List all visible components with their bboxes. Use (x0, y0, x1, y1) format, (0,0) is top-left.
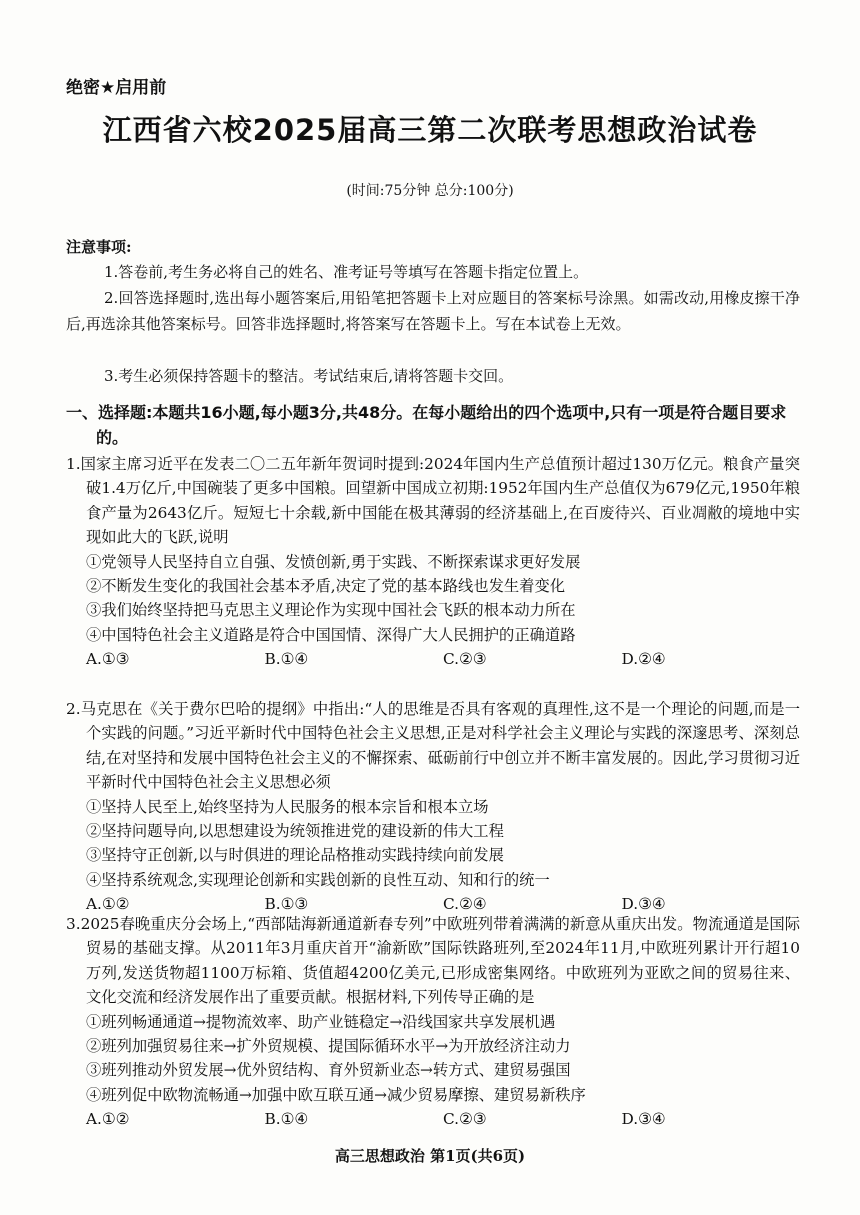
question-option-item: ②坚持问题导向,以思想建设为统领推进党的建设新的伟大工程 (86, 822, 504, 841)
question-option-item: ③坚持守正创新,以与时俱进的理论品格推动实践持续向前发展 (86, 846, 504, 865)
section-heading-text: 一、选择题:本题共16小题,每小题3分,共48分。在每小题给出的四个选项中,只有一项是符合题目要求的。 (66, 403, 787, 447)
question-option-item: ④班列促中欧物流畅通→加强中欧互联互通→减少贸易摩擦、建贸易新秩序 (86, 1085, 586, 1104)
answer-choices (66, 1107, 800, 1131)
question-option-item: ④中国特色社会主义道路是符合中国国情、深得广大人民拥护的正确道路 (86, 625, 576, 644)
note-item: 1.答卷前,考生务必将自己的姓名、准考证号等填写在答题卡指定位置上。 (104, 263, 589, 281)
question-2 (66, 697, 800, 917)
question-option-item: ①坚持人民至上,始终坚持为人民服务的根本宗旨和根本立场 (86, 797, 489, 816)
question-1 (66, 452, 800, 672)
question-option-item: ③我们始终坚持把马克思主义理论作为实现中国社会飞跃的根本动力所在 (86, 601, 576, 620)
note-item: 3.考生必须保持答题卡的整洁。考试结束后,请将答题卡交回。 (104, 367, 514, 385)
question-option-item: ②班列加强贸易往来→扩外贸规模、提国际循环水平→为开放经济注动力 (86, 1037, 571, 1056)
question-option-item: ①党领导人民坚持自立自强、发愤创新,勇于实践、不断探索谋求更好发展 (86, 552, 581, 571)
choice-b: B.①④ (264, 650, 309, 669)
answer-choices (66, 647, 800, 671)
choice-a: A.①② (86, 1110, 130, 1129)
question-stem: 2.马克思在《关于费尔巴哈的提纲》中指出:“人的思维是否具有客观的真理性,这不是一个理论的问题,而是一个实践的问题。”习近平新时代中国特色社会主义思想,正是对科学社会主义理论与实践的深邃思考、深刻总结,在对坚持和发展中国特色社会主义的不懈探索、砥砺前行中创立并不断丰富发展的。因此,学习贯彻习近平新时代中国特色社会主义思想必须 (66, 700, 800, 792)
question-stem: 3.2025春晚重庆分会场上,“西部陆海新通道新春专列”中欧班列带着满满的新意从重庆出发。物流通道是国际贸易的基础支撑。从2011年3月重庆首开“渝新欧”国际铁路班列,至2024年11月,中欧班列累计开行超10万列,发送货物超1100万标箱、货值超4200亿美元,已形成密集网络。中欧班列为亚欧之间的贸易往来、文化交流和经济发展作出了重要贡献。根据材料,下列传导正确的是 (66, 915, 800, 1007)
choice-d: D.②④ (621, 650, 666, 669)
choice-d: D.③④ (621, 895, 666, 914)
question-3 (66, 912, 800, 1132)
choice-b: B.①③ (264, 895, 309, 914)
section-heading (66, 400, 796, 450)
question-stem: 1.国家主席习近平在发表二〇二五年新年贺词时提到:2024年国内生产总值预计超过130万亿元。粮食产量突破1.4万亿斤,中国碗装了更多中国粮。回望新中国成立初期:1952年国内生产总值仅为679亿元,1950年粮食产量为2643亿斤。短短七十余载,新中国能在极其薄弱的经济基础上,在百废待兴、百业凋敝的境地中实现如此大的飞跃,说明 (66, 455, 800, 547)
choice-a: A.①② (86, 895, 130, 914)
notes-title: 注意事项: (66, 238, 132, 256)
question-option-item: ①班列畅通通道→提物流效率、助产业链稳定→沿线国家共享发展机遇 (86, 1012, 556, 1031)
time-info: (时间:75分钟 总分:100分) (346, 183, 514, 199)
note-item: 2.回答选择题时,选出每小题答案后,用铅笔把答题卡上对应题目的答案标号涂黑。如需改动,用橡皮擦干净后,再选涂其他答案标号。回答非选择题时,将答案写在答题卡上。写在本试卷上无效。 (66, 289, 800, 333)
choice-a: A.①③ (86, 650, 130, 669)
question-option-item: ④坚持系统观念,实现理论创新和实践创新的良性互动、知和行的统一 (86, 870, 550, 889)
question-option-item: ③班列推动外贸发展→优外贸结构、育外贸新业态→转方式、建贸易强国 (86, 1061, 571, 1080)
choice-c: C.②③ (443, 1110, 487, 1129)
choice-d: D.③④ (621, 1110, 666, 1129)
choice-c: C.②③ (443, 650, 487, 669)
confidential-label: 绝密★启用前 (66, 78, 167, 98)
choice-b: B.①④ (264, 1110, 309, 1129)
choice-c: C.②④ (443, 895, 487, 914)
question-option-item: ②不断发生变化的我国社会基本矛盾,决定了党的基本路线也发生着变化 (86, 577, 566, 596)
page-footer: 高三思想政治 第1页(共6页) (334, 1147, 526, 1165)
exam-title: 江西省六校2025届高三第二次联考思想政治试卷 (102, 113, 758, 147)
